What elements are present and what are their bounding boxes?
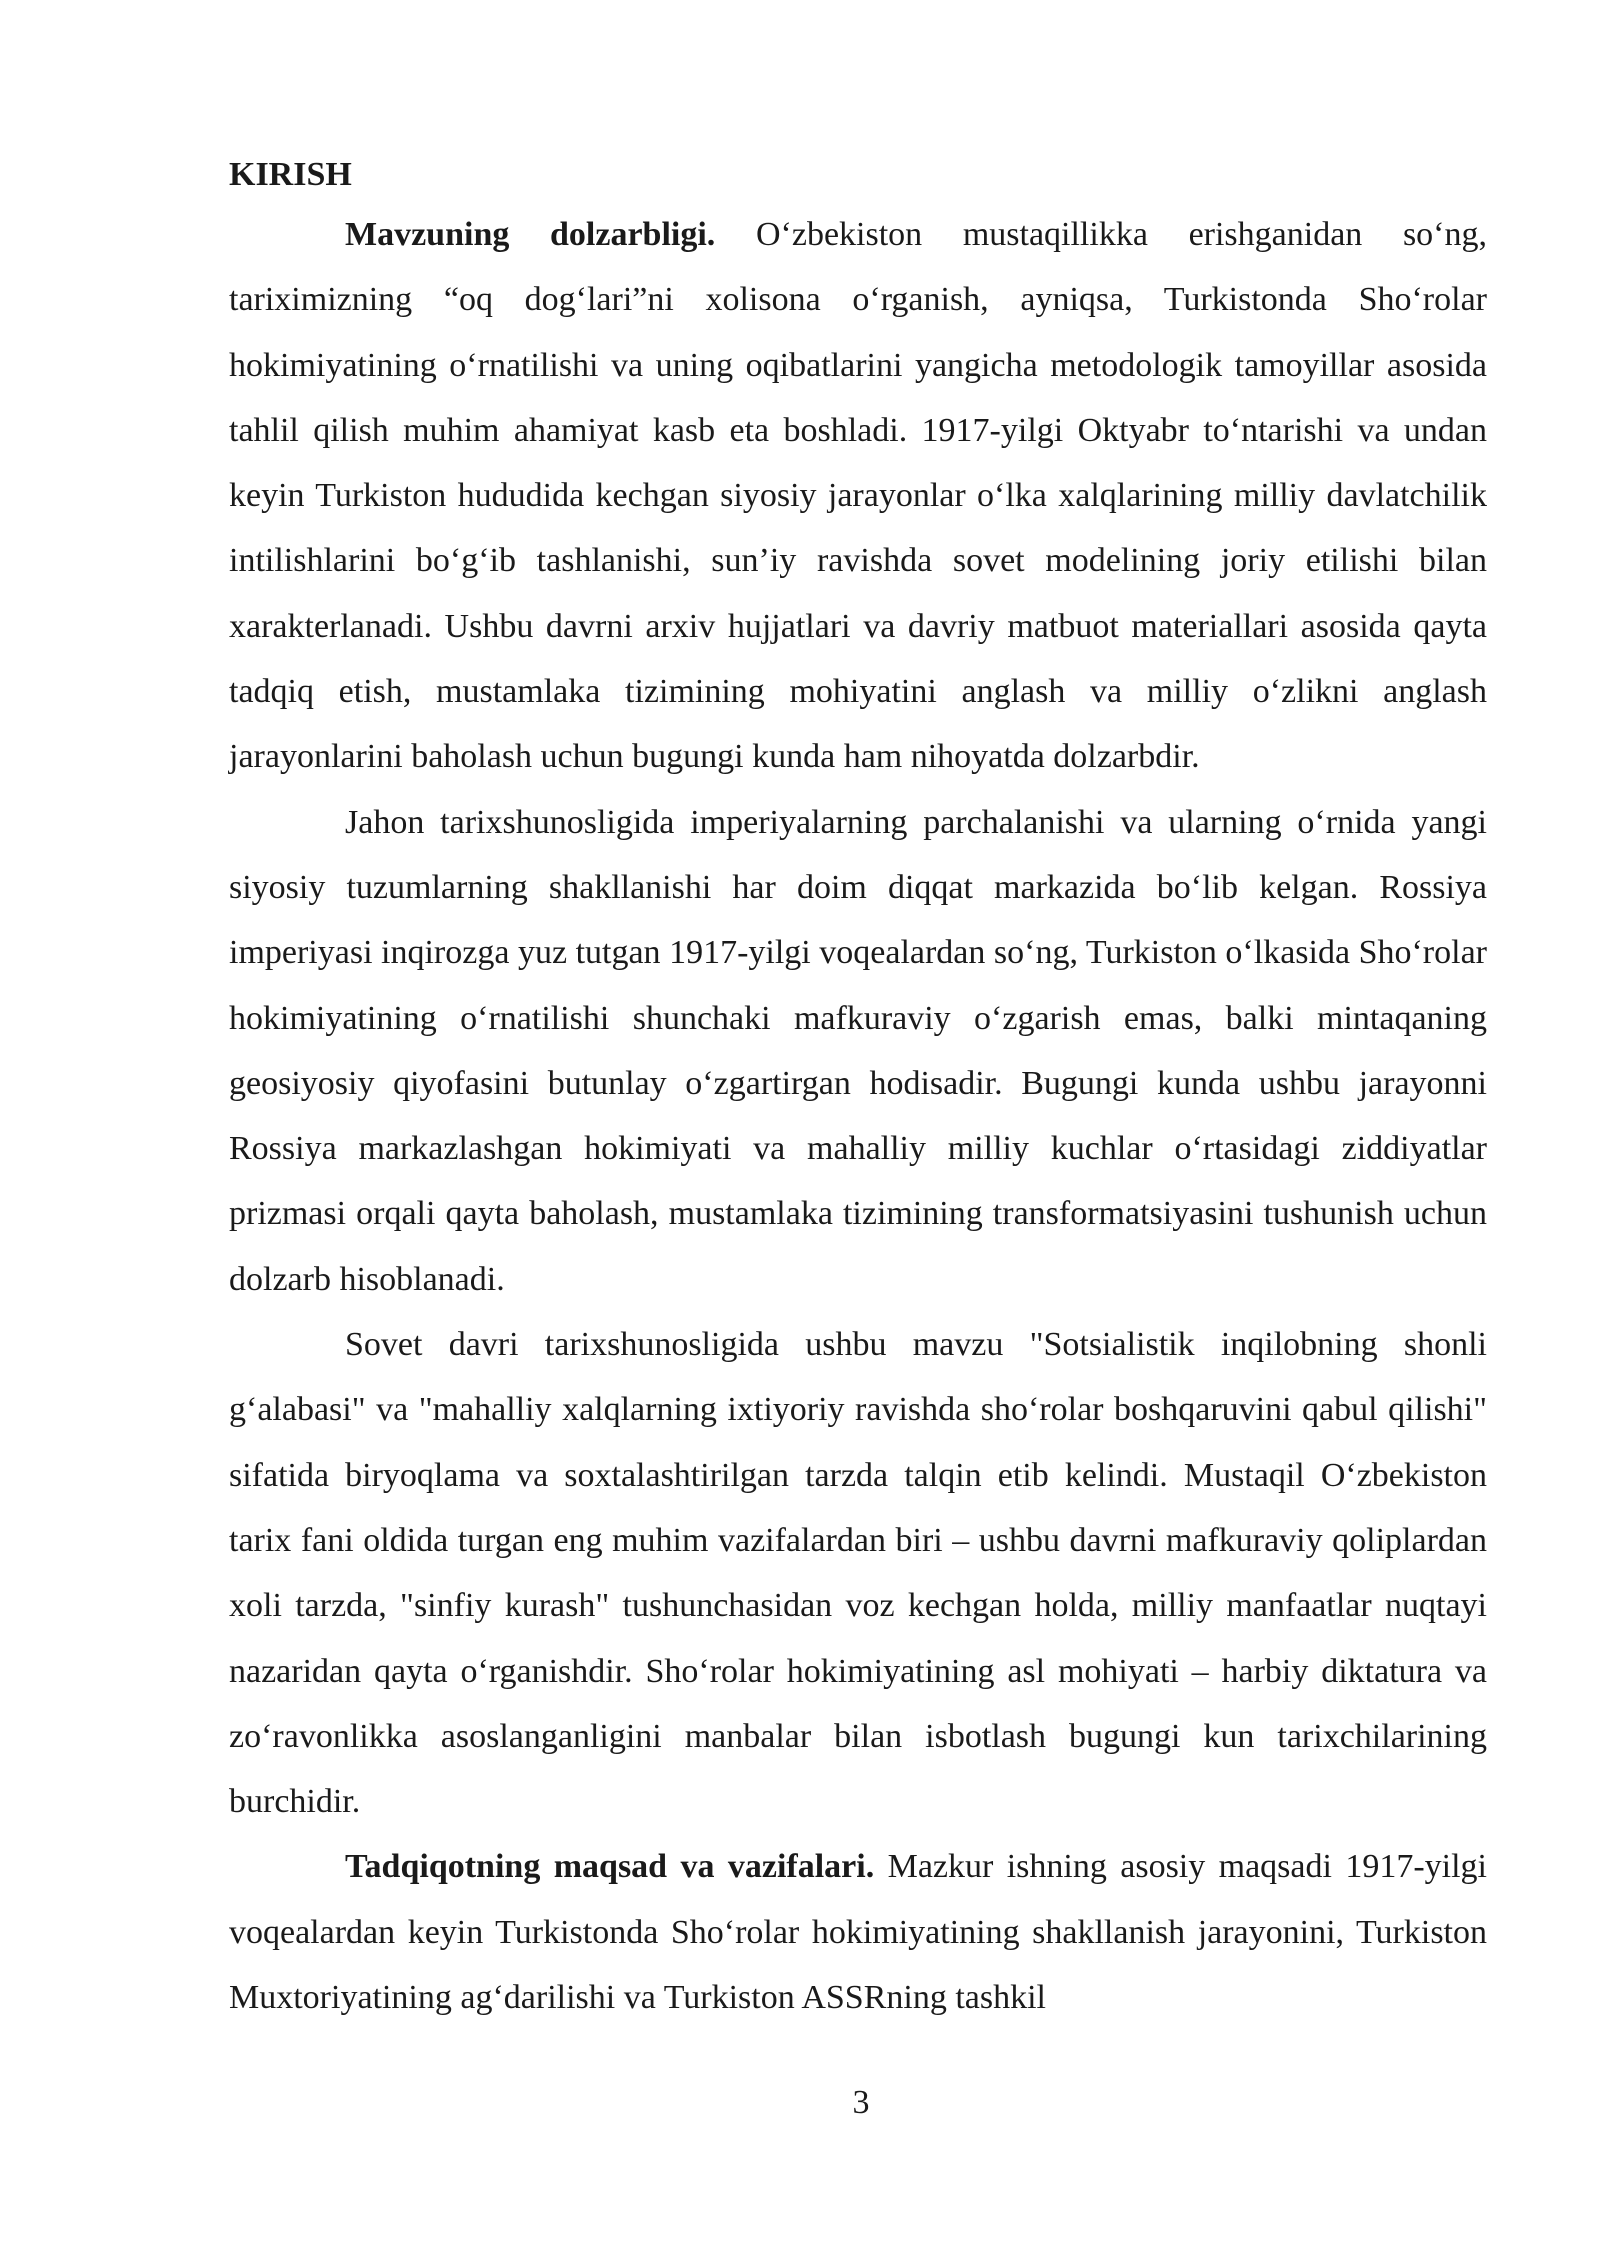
paragraph-lead: Tadqiqotning maqsad va vazifalari. bbox=[345, 1848, 875, 1886]
paragraph-relevance bbox=[229, 202, 1487, 790]
paragraph-goals bbox=[229, 1834, 1487, 2030]
section-heading: KIRISH bbox=[229, 156, 352, 193]
paragraph-lead: Mavzuning dolzarbligi. bbox=[345, 216, 716, 253]
paragraph-world-historiography bbox=[229, 790, 1487, 1312]
document-page bbox=[229, 148, 1487, 2030]
paragraph-text: O‘zbekiston mustaqillikka erishganidan so‘ng, tariximizning “oq dog‘lari”ni xolisona o‘rganish, ayniqsa, Turkistonda Sho‘rolar hokimiyatining o‘rnatilishi va uning oqibatlarini yangicha metodologik tamoyillar asosida tahlil qilish muhim ahamiyat kasb eta boshladi. 1917-yilgi Oktyabr to‘ntarishi va undan keyin Turkiston hududida kechgan siyosiy jarayonlar o‘lka xalqlarining milliy davlatchilik intilishlarini bo‘g‘ib tashlanishi, sun’iy ravishda sovet modelining joriy etilishi bilan xarakterlanadi. Ushbu davrni arxiv hujjatlari va davriy matbuot materiallari asosida qayta tadqiq etish, mustamlaka tizimining mohiyatini anglash va milliy o‘zlikni anglash jarayonlarini baholash uchun bugungi kunda ham nihoyatda dolzarbdir. bbox=[229, 216, 1488, 776]
paragraph-text: Mazkur ishning asosiy maqsadi 1917-yilgi voqealardan keyin Turkistonda Sho‘rolar hokimiyatining shakllanish jarayonini, Turkiston Muxtoriyatining ag‘darilishi va Turkiston ASSRning tashkil bbox=[229, 1848, 1487, 2017]
page-number: 3 bbox=[852, 2084, 870, 2121]
paragraph-text: Jahon tarixshunosligida imperiyalarning parchalanishi va ularning o‘rnida yangi siyosiy tuzumlarning shakllanishi har doim diqqat markazida bo‘lib kelgan. Rossiya imperiyasi inqirozga yuz tutgan 1917-yilgi voqealardan so‘ng, Turkiston o‘lkasida Sho‘rolar hokimiyatining o‘rnatilishi shunchaki mafkuraviy o‘zgarish emas, balki mintaqaning geosiyosiy qiyofasini butunlay o‘zgartirgan hodisadir. Bugungi kunda ushbu jarayonni Rossiya markazlashgan hokimiyati va mahalliy milliy kuchlar o‘rtasidagi ziddiyatlar prizmasi orqali qayta baholash, mustamlaka tizimining transformatsiyasini tushunish uchun dolzarb hisoblanadi. bbox=[229, 803, 1487, 1298]
paragraph-text: Sovet davri tarixshunosligida ushbu mavzu "Sotsialistik inqilobning shonli g‘alabasi" va "mahalliy xalqlarning ixtiyoriy ravishda sho‘rolar boshqaruvini qabul qilishi" sifatida biryoqlama va soxtalashtirilgan tarzda talqin etib kelindi. Mustaqil O‘zbekiston tarix fani oldida turgan eng muhim vazifalardan biri – ushbu davrni mafkuraviy qoliplardan xoli tarzda, "sinfiy kurash" tushunchasidan voz kechgan holda, milliy manfaatlar nuqtayi nazaridan qayta o‘rganishdir. Sho‘rolar hokimiyatining asl mohiyati – harbiy diktatura va zo‘ravonlikka asoslanganligini manbalar bilan isbotlash bugungi kun tarixchilarining burchidir. bbox=[229, 1326, 1487, 1821]
paragraph-soviet-historiography bbox=[229, 1312, 1487, 1834]
